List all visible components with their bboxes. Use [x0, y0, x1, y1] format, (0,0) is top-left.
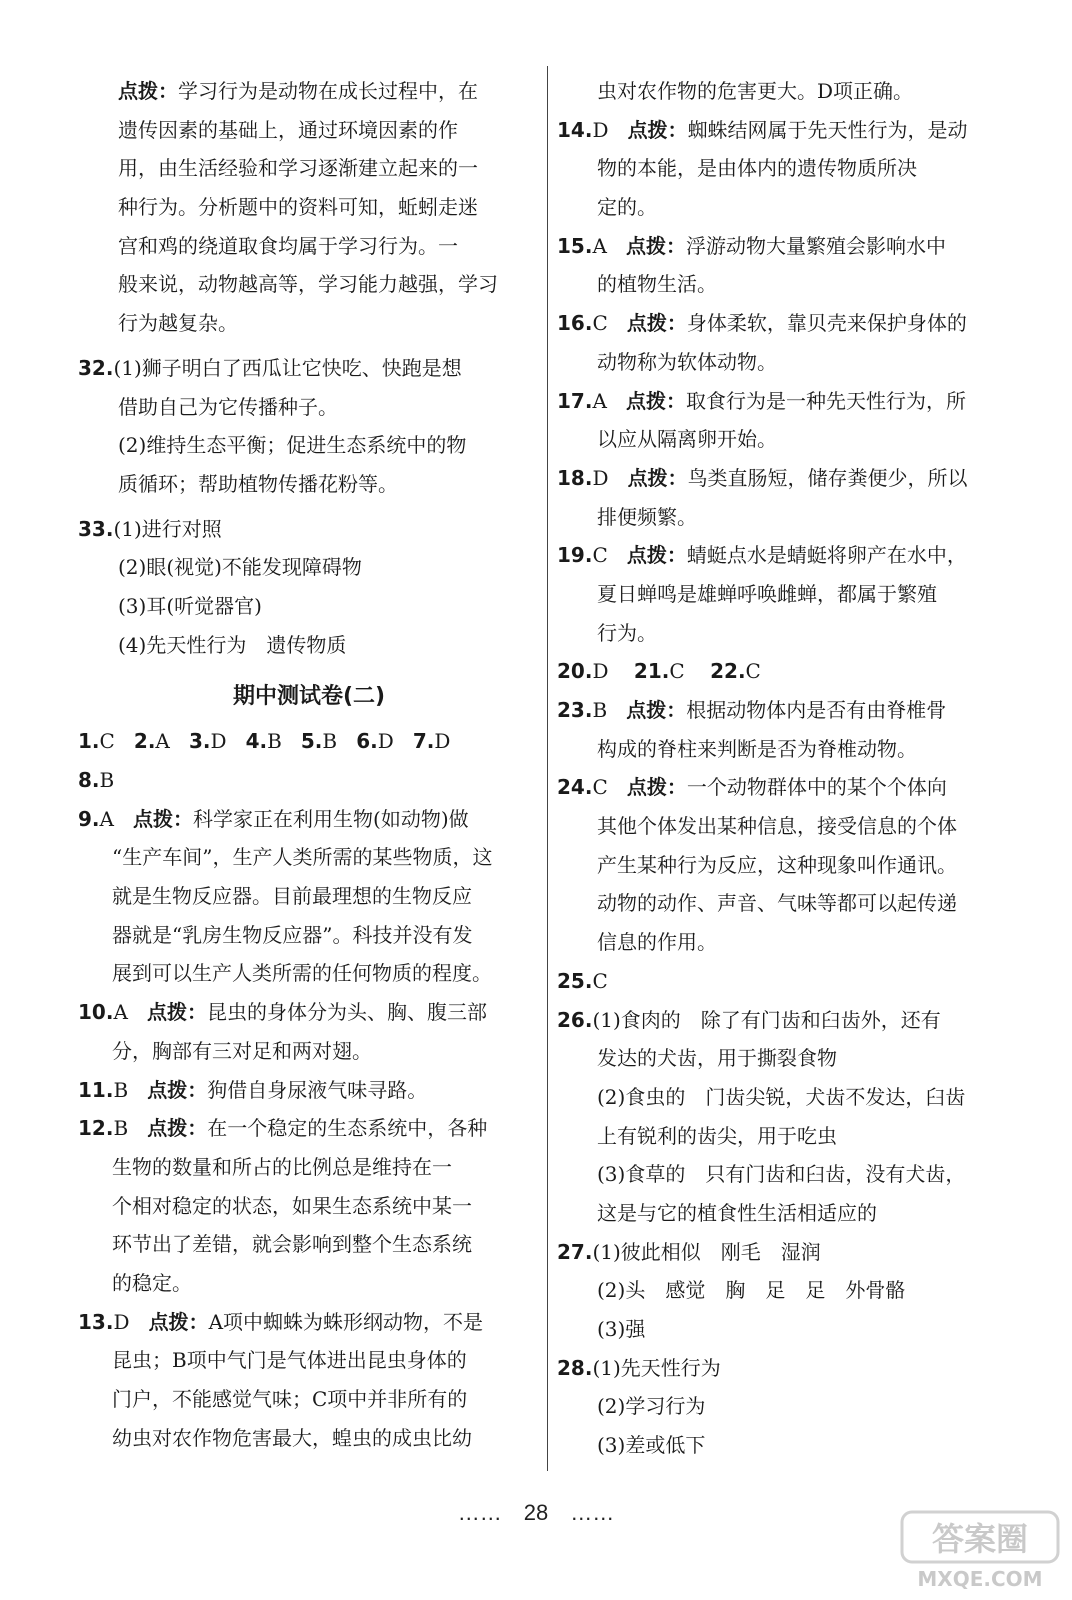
section-heading: 期中测试卷(二)	[232, 684, 386, 710]
item-12: 12.B 点拨：在一个稳定的生态系统中，各种 生物的数量和所占的比例总是维持在一 个相对稳定的状态，如果生态系统中某一 环节出了差错，就会影响到整个生态系统 的稳定。	[78, 1116, 488, 1295]
watermark-logo	[900, 1508, 1060, 1594]
item-16: 16.C 点拨：身体柔软，靠贝壳来保护身体的 动物称为软体动物。	[557, 311, 967, 374]
item-number: 32.	[78, 355, 114, 380]
item-31-tip: 点拨：学习行为是动物在成长过程中，在 遗传因素的基础上，通过环境因素的作 用，由生活经验和学习逐渐建立起来的一 种行为。分析题中的资料可知，蚯蚓走迷 宫和鸡的绕道取食均属于学习行为。一 般来说，动物越高等，学习能力越强，学习 行为越复杂。	[118, 79, 498, 336]
item-11: 11.B 点拨：狗借自身尿液气味寻路。	[78, 1077, 428, 1102]
item-15: 15.A 点拨：浮游动物大量繁殖会影响水中 的植物生活。	[557, 233, 946, 297]
watermark-top-text: 答案圈	[931, 1520, 1029, 1558]
items-1-to-7: 1.C 2.A 3.D 4.B 5.B 6.D 7.D	[78, 729, 451, 754]
item-26: 26.(1)食肉的 除了有门齿和臼齿外，还有 发达的犬齿，用于撕裂食物 (2)食虫的 门齿尖锐，犬齿不发达，臼齿 上有锐利的齿尖，用于吃虫 (3)食草的 只有门齿和臼齿，没有犬齿， 这是与它的植食性生活相适应的	[557, 1007, 966, 1225]
item-17: 17.A 点拨：取食行为是一种先天性行为，所 以应从隔离卵开始。	[557, 388, 966, 452]
item-19: 19.C 点拨：蜻蜓点水是蜻蜓将卵产在水中， 夏日蝉鸣是雄蝉呼唤雌蝉，都属于繁殖 行为。	[557, 543, 967, 645]
item-25: 25.C	[557, 968, 608, 993]
item-9: 9.A 点拨：科学家正在利用生物(如动物)做 “生产车间”，生产人类所需的某些物质，这 就是生物反应器。目前最理想的生物反应 器就是“乳房生物反应器”。科技并没有发 展到可以生产人类所需的任何物质的程度。	[78, 806, 493, 986]
right-column	[557, 72, 1017, 1465]
item-32: 32.(1)狮子明白了西瓜让它快吃、快跑是想 借助自己为它传播种子。 (2)维持生态平衡；促进生态系统中的物 质循环；帮助植物传播花粉等。	[78, 355, 467, 496]
item-23: 23.B 点拨：根据动物体内是否有由脊椎骨 构成的脊柱来判断是否为脊椎动物。	[557, 698, 947, 761]
column-divider	[547, 66, 548, 1471]
item-28: 28.(1)先天性行为 (2)学习行为 (3)差或低下	[557, 1355, 721, 1458]
tip-label: 点拨：	[118, 79, 178, 103]
item-27: 27.(1)彼此相似 刚毛 湿润 (2)头 感觉 胸 足 足 外骨骼 (3)强	[557, 1239, 906, 1341]
left-column	[78, 72, 540, 1457]
item-13: 13.D 点拨：A项中蜘蛛为蛛形纲动物，不是 昆虫；B项中气门是气体进出昆虫身体的 门户，不能感觉气味；C项中并非所有的 幼虫对农作物危害最大，蝗虫的成虫比幼	[78, 1309, 484, 1450]
item-24: 24.C 点拨：一个动物群体中的某个个体向 其他个体发出某种信息，接受信息的个体 产生某种行为反应，这种现象叫作通讯。 动物的动作、声音、气味等都可以起传递 信息的作用。	[557, 775, 957, 955]
items-20-to-22: 20.D 21.C 22.C	[557, 659, 761, 684]
page-number: …… 28 ……	[457, 1500, 615, 1525]
item-10: 10.A 点拨：昆虫的身体分为头、胸、腹三部 分，胸部有三对足和两对翅。	[78, 1000, 487, 1063]
item-14: 14.D 点拨：蜘蛛结网属于先天性行为，是动 物的本能，是由体内的遗传物质所决 定的。	[557, 117, 968, 220]
item-8: 8.B	[78, 768, 115, 792]
item-33: 33.(1)进行对照 (2)眼(视觉)不能发现障碍物 (3)耳(听觉器官) (4)先天性行为 遗传物质	[78, 516, 362, 657]
item-13-continued: 虫对农作物的危害更大。D项正确。	[597, 79, 914, 103]
item-18: 18.D 点拨：鸟类直肠短，储存粪便少，所以 排便频繁。	[557, 465, 968, 529]
watermark-bottom-text: MXQE.COM	[917, 1567, 1043, 1591]
item-number: 33.	[78, 516, 114, 541]
